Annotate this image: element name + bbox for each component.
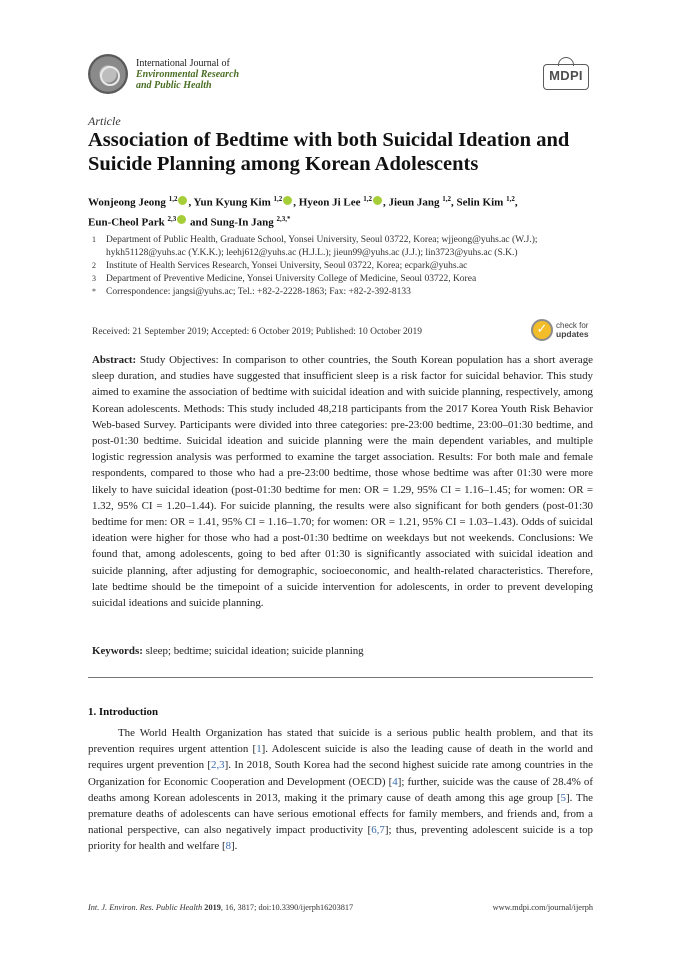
affiliation-text: Department of Public Health, Graduate School, Yonsei University, Seoul 03722, Korea; wjjeong@yuhs.ac (W.J.); hykh51128@yuhs.ac (Y.K.K.); leehj612@yuhs.ac (H.J.L.); jieun99@yuhs.ac (J.J.); lin3723@yuhs.ac (S.K.) [106, 235, 538, 258]
journal-logo-icon [88, 54, 128, 94]
affiliation-text: Department of Preventive Medicine, Yonsei University College of Medicine, Seoul 03722, Korea [106, 273, 477, 284]
publication-dates: Received: 21 September 2019; Accepted: 6 October 2019; Published: 10 October 2019 [92, 327, 423, 337]
author-affiliation-marker: 1,2 [506, 195, 515, 203]
intro-text: ]; further, suicide was the cause of 28.4% of deaths among Korean adolescents in 2013, making it the primary cause of death among this age group [ [88, 775, 594, 804]
keywords-text: sleep; bedtime; suicidal ideation; suicide planning [145, 645, 364, 657]
footer-citation [88, 903, 353, 912]
intro-text: ]. In 2018, South Korea had the second highest suicide rate among countries in the Organization for Economic Cooperation and Development (OECD) [ [88, 759, 593, 788]
check-mark-icon: ✓ [531, 319, 553, 341]
author-affiliation-marker: 1,2 [168, 195, 178, 203]
citation-link[interactable]: 4 [392, 775, 398, 788]
author-list [88, 191, 593, 230]
citation-link[interactable]: 5 [560, 791, 566, 804]
intro-text: ]; thus, preventing adolescent suicide is a top priority for health and welfare [ [88, 824, 594, 853]
affiliation-item [92, 273, 592, 286]
affiliation-text: Correspondence: jangsi@yuhs.ac; Tel.: +82-2-2228-1863; Fax: +82-2-392-8133 [106, 286, 411, 297]
abstract [92, 352, 593, 611]
journal-name-line3: and Public Health [136, 79, 212, 91]
author-name: Wonjeong Jeong [88, 196, 169, 209]
orcid-icon[interactable] [373, 196, 382, 205]
intro-text: ]. Adolescent suicide is also the leading cause of death in the world and requires urgent prevention [ [88, 743, 593, 772]
author-name: Yun Kyung Kim [193, 196, 274, 209]
author-separator: , [293, 196, 299, 209]
journal-header [88, 54, 239, 94]
check-updates-text [556, 322, 589, 339]
affiliation-item [92, 260, 592, 273]
author-affiliation-marker: 2,3,* [276, 214, 291, 223]
author-name: Jieun Jang [388, 196, 443, 209]
author-affiliation-marker: 1,2 [273, 195, 283, 203]
citation-link[interactable]: 8 [225, 840, 232, 853]
author-affiliation-marker: 1,2 [363, 195, 372, 203]
footer-citation-rest: , 16, 3817; doi:10.3390/ijerph16203817 [220, 903, 354, 912]
citation-link[interactable]: 1 [256, 743, 262, 756]
abstract-text: Study Objectives: In comparison to other countries, the South Korean population has a short average sleep duration, and studies have suggested that insufficient sleep is a risk factor for suicidal behavior. This study aimed to examine the association of bedtime with suicidal ideation and with suicide planning, respectively, among Korean adolescents. Methods: This study included 48,218 participants from the 2017 Korea Youth Risk Behavior Web-based Survey. Participants were divided into three categories: pre-23:00 bedtime, 23:00–01:30 bedtime, and post-01:30 bedtime. Suicidal ideation and suicide planning were the main dependent variables, and multiple logistic regression analysis was performed to examine the target association. Results: For both male and female respondents, compared to those who had a pre-23:00 bedtime, those whose bedtime was after 01:30 were more likely to have suicidal ideation (post-01:30 bedtime for men: OR = 1.29, 95% CI = 1.16–1.45; for women: OR = 1.32, 95% CI = 1.20–1.44). For suicide planning, the results were also significant for both genders (post-01:30 bedtime for men: OR = 1.41, 95% CI = 1.16–1.70; for women: OR = 1.21, 95% CI = 1.03–1.43). Odds of suicidal ideation were higher for those who had a post-01:30 bedtime on weekdays but not weekends. Conclusions: We found that, among adolescents, going to bed after 01:30 is significantly associated with suicidal ideation and suicide planning, after adjusting for demographic, socioeconomic, and health-related characteristics. Therefore, late bedtime should be the timepoint of a suicide intervention for adolescents, in order to prevent developing suicidal ideations and suicide planning. [92, 354, 593, 610]
affiliation-item [92, 286, 592, 299]
orcid-icon[interactable] [283, 196, 292, 205]
author-name: Selin Kim [456, 196, 507, 209]
journal-name-line1: International Journal of [136, 57, 230, 69]
footer-url[interactable]: www.mdpi.com/journal/ijerph [492, 903, 593, 912]
author-affiliation-marker: 2,3 [167, 214, 177, 223]
citation-link[interactable]: 6,7 [371, 824, 385, 837]
footer-journal-abbrev: Int. J. Environ. Res. Public Health [88, 903, 203, 912]
check-updates-line2: updates [556, 329, 589, 339]
affiliation-marker: 3 [92, 273, 96, 283]
journal-name [136, 58, 239, 91]
author-separator: , [451, 196, 457, 209]
intro-text: ]. The premature deaths of adolescents can have serious emotional effects for family members, and friends and, from a national perspective, can also negatively impact productivity [ [88, 791, 593, 837]
author-separator: and [187, 216, 211, 229]
mdpi-logo: MDPI [543, 64, 589, 90]
intro-text: The World Health Organization has stated that suicide is a serious public health problem, and that its prevention requires urgent attention [ [88, 727, 593, 756]
footer-year: 2019 [204, 903, 221, 912]
section-divider [88, 677, 593, 678]
affiliation-marker: * [92, 286, 96, 296]
keywords [92, 645, 593, 657]
affiliations [92, 234, 592, 299]
introduction-paragraph [88, 725, 593, 855]
author-separator: , [188, 196, 194, 209]
paper-title: Association of Bedtime with both Suicidal Ideation and Suicide Planning among Korean Adolescents [88, 129, 570, 175]
affiliation-marker: 1 [92, 235, 96, 244]
affiliation-marker: 2 [92, 260, 96, 270]
orcid-icon[interactable] [178, 196, 187, 205]
author-separator: , [514, 196, 518, 209]
author-name: Eun-Cheol Park [88, 216, 168, 229]
affiliation-text: Institute of Health Services Research, Yonsei University, Seoul 03722, Korea; ecpark@yuhs.ac [106, 260, 468, 271]
article-type: Article [88, 114, 121, 128]
author-affiliation-marker: 1,2 [442, 195, 452, 203]
orcid-icon[interactable] [177, 215, 186, 224]
author-name: Hyeon Ji Lee [298, 196, 364, 209]
check-updates-line1: check for [556, 320, 589, 330]
intro-text: ]. [231, 840, 238, 853]
section-heading: 1. Introduction [88, 706, 158, 718]
author-name: Sung-In Jang [210, 216, 277, 229]
author-separator: , [383, 196, 389, 209]
journal-name-line2: Environmental Research [136, 68, 240, 80]
keywords-label: Keywords: [92, 645, 143, 657]
citation-link[interactable]: 2,3 [211, 759, 225, 772]
affiliation-item [92, 234, 592, 259]
abstract-label: Abstract: [92, 354, 137, 366]
check-for-updates-badge[interactable] [531, 319, 589, 341]
